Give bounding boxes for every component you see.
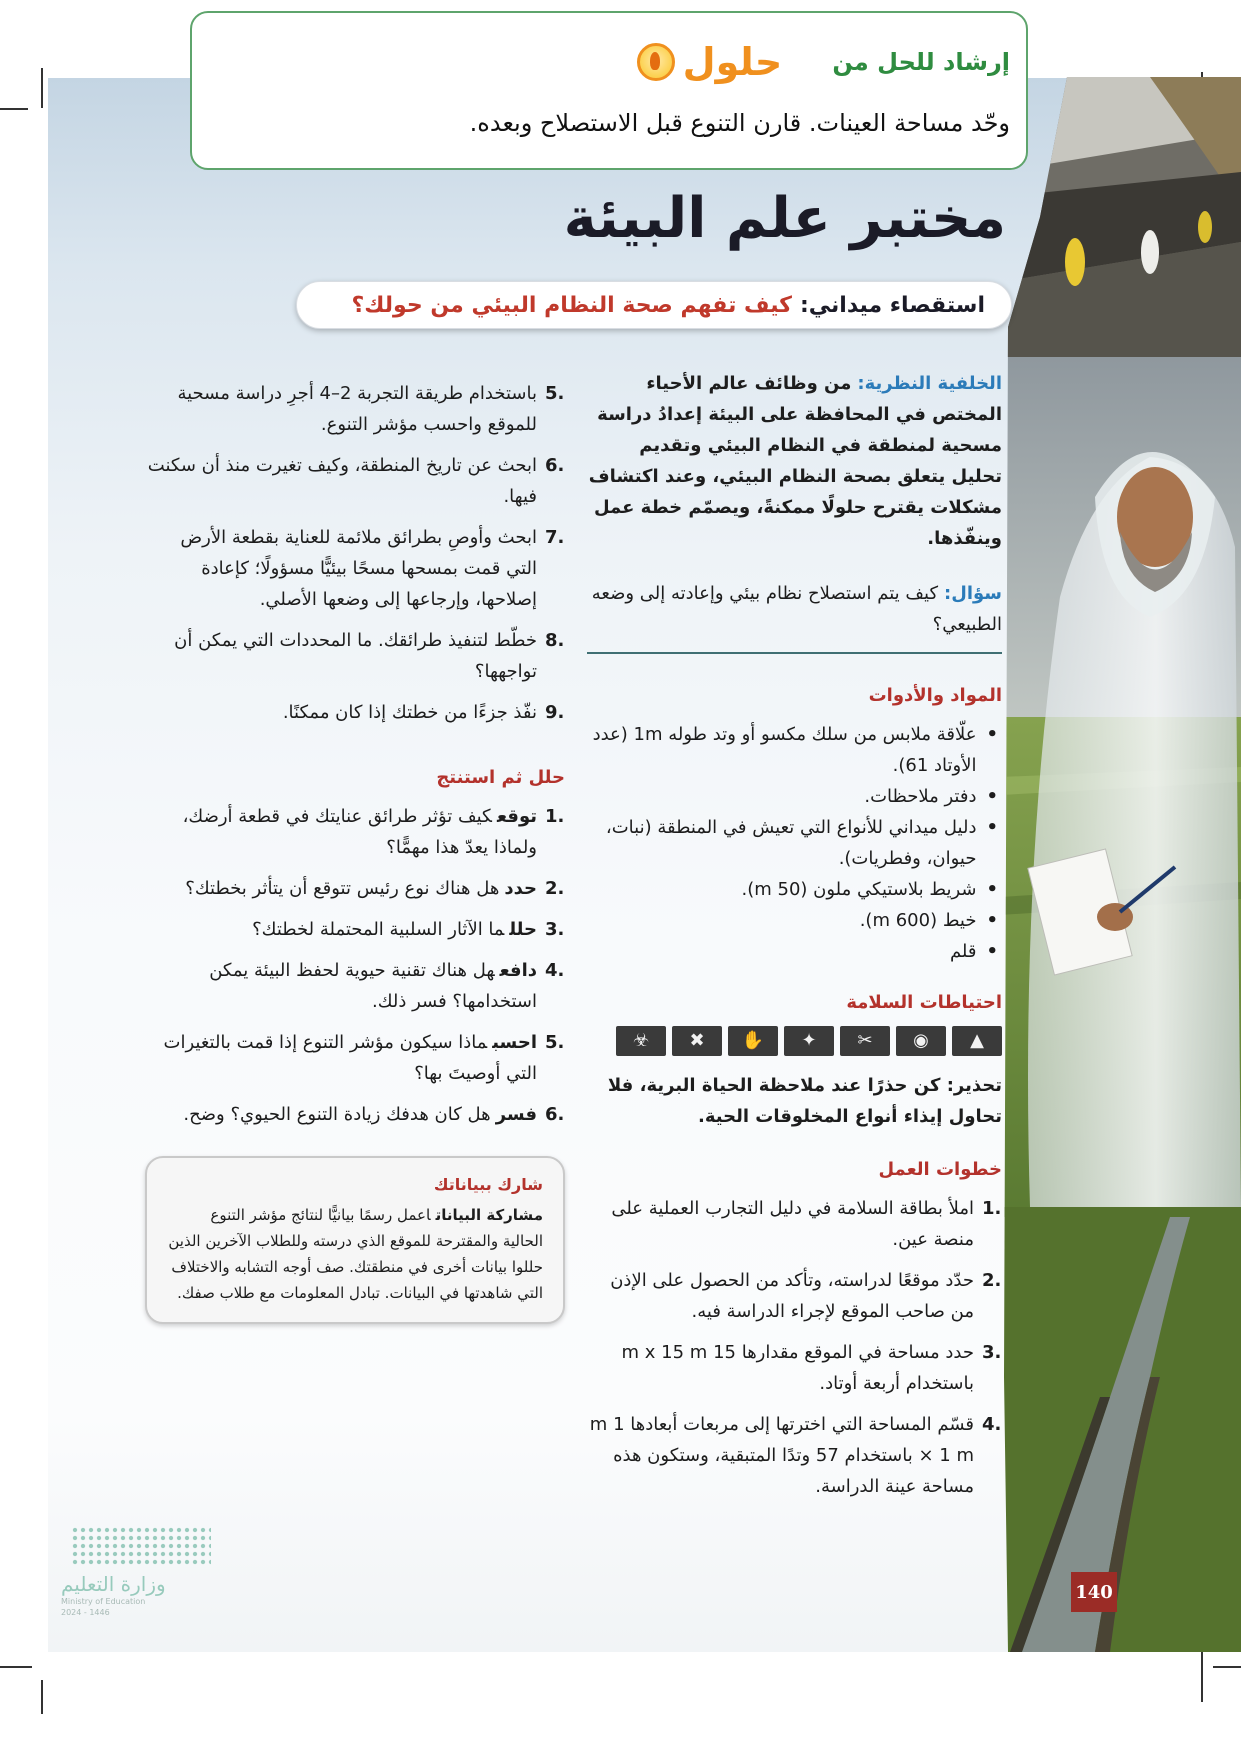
animal-safety-icon [784, 1026, 834, 1056]
step-text: ابحث وأوصِ بطرائق ملائمة للعناية بقطعة الأرض التي قمت بمسحها مسحًا بيئيًّا مسؤولًا؛ كإعادة إصلاحها، وإرجاعها إلى وضعها الأصلي. [180, 527, 537, 610]
sharp-object-icon [840, 1026, 890, 1056]
safety-heading: احتياطات السلامة [846, 992, 1002, 1013]
question-number: 5. [545, 1032, 565, 1053]
list-item [145, 801, 565, 863]
background-paragraph [587, 368, 1002, 554]
list-item [587, 1337, 1002, 1399]
step-text: املأ بطاقة السلامة في دليل التجارب العملية على منصة عين. [611, 1198, 974, 1250]
ministry-logo [61, 1526, 211, 1618]
step-number: 3. [982, 1342, 1002, 1363]
question-number: 2. [545, 878, 565, 899]
question-verb: توقع [497, 806, 537, 827]
inquiry-question: كيف تفهم صحة النظام البيئي من حولك؟ [351, 292, 792, 318]
step-text: خطّط لتنفيذ طرائقك. ما المحددات التي يمكن أن تواجهها؟ [174, 630, 537, 682]
material-text: • علّاقة ملابس من سلك مكسو أو وتد طوله 1m (عدد الأوتاد 61). [592, 724, 977, 776]
crop-mark-bottom-right-v [1201, 1650, 1203, 1702]
step-number: 9. [545, 702, 565, 723]
share-data-box [145, 1156, 565, 1324]
clothing-protection-icon [952, 1026, 1002, 1056]
step-number: 4. [982, 1414, 1002, 1435]
question-number: 6. [545, 1104, 565, 1125]
list-item [587, 936, 998, 967]
question-number: 4. [545, 960, 565, 981]
page-title: مختبر علم البيئة [563, 186, 1006, 251]
irritant-icon [672, 1026, 722, 1056]
biological-icon [616, 1026, 666, 1056]
step-text: قسّم المساحة التي اخترتها إلى مربعات أبعادها 1 m × 1 m باستخدام 57 وتدًا المتبقية، وستكون هذه مساحة عينة الدراسة. [589, 1414, 974, 1497]
hint-text: وحّد مساحة العينات. قارن التنوع قبل الاستصلاح وبعده. [469, 109, 1010, 137]
list-item [587, 781, 998, 812]
share-paragraph [167, 1202, 543, 1306]
inquiry-label: استقصاء ميداني: [799, 292, 985, 318]
list-item [587, 1265, 1002, 1327]
step-text: حدّد موقعًا لدراسته، وتأكد من الحصول على الإذن من صاحب الموقع لإجراء الدراسة فيه. [610, 1270, 974, 1322]
warning-label: تحذير: [946, 1075, 1002, 1096]
right-column [587, 368, 1002, 1512]
material-text: • قلم [949, 941, 977, 962]
hint-prefix: إرشاد للحل من [832, 48, 1010, 76]
list-item [145, 697, 565, 728]
list-item [145, 522, 565, 615]
crop-mark-top-left-h [0, 108, 28, 110]
hulul-logo-icon [637, 43, 675, 81]
list-item [587, 905, 998, 936]
materials-heading: المواد والأدوات [868, 685, 1002, 706]
question-verb: فسر [495, 1104, 537, 1125]
share-label: مشاركة البيانات [435, 1206, 543, 1224]
list-item [587, 874, 998, 905]
hand-wash-icon [728, 1026, 778, 1056]
list-item [145, 625, 565, 687]
procedure-steps-continued [145, 378, 565, 728]
share-text: اعمل رسمًا بيانيًّا لنتائج مؤشر التنوع الحالية والمقترحة للموقع الذي درسته وللطلاب الآخرين الذين حللوا بيانات أخرى في منطقتك. صف أوجه التشابه والاختلاف التي شاهدتها في البيانات. تبادل المعلومات مع طلاب صفك. [168, 1206, 543, 1302]
crop-mark-top-left-v [41, 68, 43, 108]
question-text: كيف تؤثر طرائق عنايتك في قطعة أرضك، ولماذا يعدّ هذا مهمًّا؟ [182, 806, 537, 858]
hint-header [637, 40, 1010, 84]
material-text: • خيط (600 m). [859, 910, 977, 931]
list-item [145, 873, 565, 904]
question-text: ما الآثار السلبية المحتملة لخطتك؟ [252, 919, 505, 940]
background-text: من وظائف عالم الأحياء المختص في المحافظة على البيئة إعدادُ دراسة مسحية لمنطقة في النظام البيئي وتقديم تحليل يتعلق بصحة النظام البيئي، وعند اكتشاف مشكلات يقترح حلولًا ممكنةً، ويصمّم خطة عمل وينفّذها. [588, 373, 1002, 549]
analyze-heading: حلل ثم استنتج [436, 767, 565, 788]
list-item [145, 1099, 565, 1130]
solution-hint-box [190, 11, 1028, 170]
question-number: 1. [545, 806, 565, 827]
step-number: 1. [982, 1198, 1002, 1219]
background-label: الخلفية النظرية: [857, 373, 1002, 394]
crop-mark-bottom-left-h [0, 1666, 32, 1668]
inquiry-banner [296, 281, 1012, 329]
list-item [145, 1027, 565, 1089]
analyze-questions [145, 801, 565, 1130]
question-label: سؤال: [944, 583, 1002, 604]
step-number: 5. [545, 383, 565, 404]
question-text: هل هناك نوع رئيس تتوقع أن يتأثر بخطتك؟ [185, 878, 500, 899]
question-verb: حدد [504, 878, 537, 899]
safety-icons-row [587, 1026, 1002, 1056]
list-item [587, 1409, 1002, 1502]
left-column [145, 378, 565, 1324]
step-number: 6. [545, 455, 565, 476]
question-text: هل كان هدفك زيادة التنوع الحيوي؟ وضح. [183, 1104, 491, 1125]
step-text: نفّذ جزءًا من خطتك إذا كان ممكنًا. [282, 702, 537, 723]
list-item [145, 378, 565, 440]
list-item [587, 1193, 1002, 1255]
question-text: ماذا سيكون مؤشر التنوع إذا قمت بالتغيرات التي أوصيتَ بها؟ [163, 1032, 537, 1084]
question-paragraph [587, 578, 1002, 654]
ministry-name-en: Ministry of Education [61, 1597, 146, 1606]
question-verb: حلل [509, 919, 537, 940]
crop-mark-bottom-right-h [1213, 1666, 1241, 1668]
question-text: هل هناك تقنية حيوية لحفظ البيئة يمكن استخدامها؟ فسر ذلك. [209, 960, 537, 1012]
step-text: ابحث عن تاريخ المنطقة، وكيف تغيرت منذ أن سكنت فيها. [147, 455, 537, 507]
procedure-steps [587, 1193, 1002, 1502]
share-heading: شارك ببياناتك [433, 1175, 543, 1194]
question-verb: احسب [492, 1032, 537, 1053]
step-text: باستخدام طريقة التجربة 2–4 أجرِ دراسة مسحية للموقع واحسب مؤشر التنوع. [177, 383, 537, 435]
materials-list [587, 719, 1002, 967]
worker-figure [1065, 238, 1085, 286]
list-item [145, 914, 565, 945]
step-text: حدد مساحة في الموقع مقدارها 15 m x 15 m باستخدام أربعة أوتاد. [621, 1342, 974, 1394]
safety-warning [587, 1070, 1002, 1132]
page-number: 140 [1071, 1572, 1117, 1612]
list-item [145, 450, 565, 512]
list-item [145, 955, 565, 1017]
hulul-logo-text: حلول [682, 40, 783, 84]
ministry-dots-pattern [71, 1526, 211, 1566]
worker-figure [1141, 230, 1159, 274]
question-verb: دافع [499, 960, 537, 981]
question-text: كيف يتم استصلاح نظام بيئي وإعادته إلى وضعه الطبيعي؟ [591, 583, 1002, 635]
procedure-heading: خطوات العمل [878, 1159, 1002, 1180]
eye-safety-icon [896, 1026, 946, 1056]
material-text: • دليل ميداني للأنواع التي تعيش في المنطقة (نبات، حيوان، وفطريات). [605, 817, 977, 869]
crop-mark-bottom-left-v [41, 1680, 43, 1714]
list-item [587, 812, 998, 874]
list-item [587, 719, 998, 781]
step-number: 8. [545, 630, 565, 651]
step-number: 2. [982, 1270, 1002, 1291]
field-photo [1000, 77, 1241, 1652]
ministry-year: 2024 - 1446 [61, 1608, 110, 1617]
material-text: • دفتر ملاحظات. [864, 786, 977, 807]
material-text: • شريط بلاستيكي ملون (50 m). [741, 879, 977, 900]
question-number: 3. [545, 919, 565, 940]
ministry-name: وزارة التعليم [61, 1572, 166, 1596]
warning-text: كن حذرًا عند ملاحظة الحياة البرية، فلا تحاول إيذاء أنواع المخلوقات الحية. [607, 1075, 1002, 1127]
hulul-logo[interactable] [637, 40, 783, 84]
step-number: 7. [545, 527, 565, 548]
